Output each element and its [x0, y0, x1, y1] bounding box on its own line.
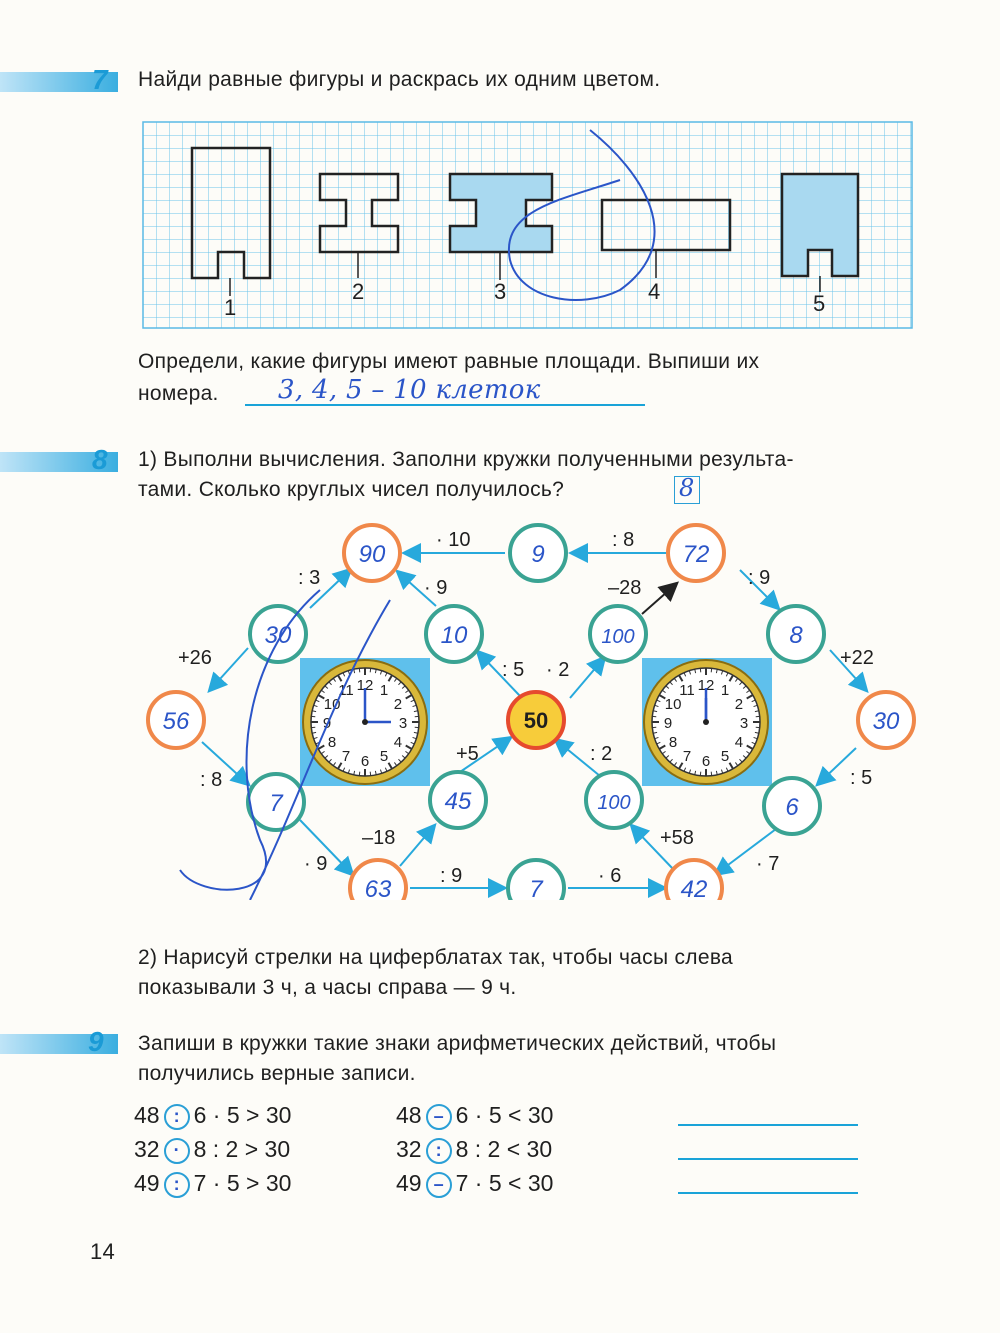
clock-left-numeral: 11 — [338, 682, 354, 700]
clock-left-numeral: 12 — [356, 677, 374, 694]
op-plus26: +26 — [178, 647, 212, 669]
clock-right-numeral: 1 — [720, 682, 730, 700]
op-mul9a: · 9 — [424, 577, 448, 599]
op-div9a: : 9 — [748, 567, 771, 589]
node-9a: 9 — [531, 541, 545, 568]
count-answer: 8 — [679, 474, 695, 502]
task9-number: 9 — [88, 1026, 104, 1057]
node-10: 10 — [440, 622, 468, 649]
answer-line-9a[interactable] — [678, 1124, 858, 1126]
clock-right-numeral: 7 — [682, 747, 692, 765]
sign-circle[interactable]: : — [164, 1172, 190, 1198]
clock-right — [644, 660, 768, 784]
clock-left-numeral: 8 — [327, 734, 337, 751]
clock-right-numeral: 6 — [701, 753, 711, 770]
op-plus58: +58 — [660, 827, 694, 849]
calc-diagram — [0, 500, 1000, 900]
figure-label-2: 2 — [352, 279, 365, 304]
op-sub18: –18 — [362, 827, 396, 849]
task9-line1: Запиши в кружки такие знаки арифметических действий, чтобы — [138, 1032, 777, 1055]
task8-number: 8 — [92, 444, 108, 475]
op-div9b: : 9 — [440, 865, 463, 887]
op-mul9b: · 9 — [304, 853, 328, 875]
op-plus22: +22 — [840, 647, 874, 669]
clock-right-numeral: 4 — [734, 734, 744, 751]
eq-row-3-right: 49 – 7 · 5 < 30 — [396, 1170, 554, 1196]
clock-left-numeral: 4 — [393, 734, 403, 751]
op-mul6: · 6 — [598, 865, 622, 887]
clock-left-numeral: 3 — [398, 715, 408, 732]
clock-right-numeral: 10 — [664, 696, 682, 713]
node-90: 90 — [358, 541, 386, 568]
op-div5a: : 5 — [502, 659, 525, 681]
op-div8a: : 8 — [612, 529, 635, 551]
task8-part2-line1: 2) Нарисуй стрелки на циферблатах так, чтобы часы слева — [138, 946, 734, 969]
center-value: 50 — [523, 708, 549, 733]
page-number: 14 — [90, 1239, 116, 1264]
op-plus5: +5 — [456, 743, 479, 765]
node-6: 6 — [785, 794, 799, 821]
clock-left-numeral: 6 — [360, 753, 370, 770]
node-8: 8 — [789, 622, 803, 649]
node-7b: 7 — [529, 876, 543, 900]
figure-label-5: 5 — [813, 291, 826, 316]
sign-circle[interactable]: – — [426, 1104, 452, 1130]
op-div3: : 3 — [298, 567, 321, 589]
task7-question-line2: номера. — [138, 382, 219, 405]
op-mul7: · 7 — [756, 853, 780, 875]
answer-line-9c[interactable] — [678, 1192, 858, 1194]
sign-circle[interactable]: – — [426, 1172, 452, 1198]
clock-left-numeral: 2 — [393, 696, 403, 713]
clock-right-numeral: 3 — [739, 715, 749, 732]
sign-circle[interactable]: : — [164, 1104, 190, 1130]
node-30b: 30 — [872, 708, 900, 735]
clock-left-numeral: 5 — [379, 747, 389, 765]
op-div2: : 2 — [590, 743, 613, 765]
clock-left — [303, 660, 427, 784]
node-100a: 100 — [601, 626, 635, 648]
task7-title: Найди равные фигуры и раскрась их одним цветом. — [138, 68, 661, 91]
eq-row-2-left: 32 · 8 : 2 > 30 — [134, 1136, 291, 1162]
node-45: 45 — [444, 788, 472, 815]
node-30a: 30 — [264, 622, 292, 649]
eq-row-3-left: 49 : 7 · 5 > 30 — [134, 1170, 292, 1196]
clock-left-numeral: 9 — [322, 715, 332, 732]
figure-label-3: 3 — [494, 279, 507, 304]
node-7a: 7 — [269, 790, 283, 817]
eq-row-1-left: 48 : 6 · 5 > 30 — [134, 1102, 292, 1128]
clock-left-numeral: 1 — [379, 682, 389, 700]
op-mul2: · 2 — [546, 659, 570, 681]
eq-row-1-right: 48 – 6 · 5 < 30 — [396, 1102, 554, 1128]
clock-right-numeral: 12 — [697, 677, 715, 694]
clock-right-numeral: 9 — [663, 715, 673, 732]
op-mul10: · 10 — [436, 529, 471, 551]
task7-number: 7 — [92, 64, 108, 95]
op-div8b: : 8 — [200, 769, 223, 791]
clock-left-numeral: 7 — [341, 747, 351, 765]
node-56: 56 — [162, 708, 190, 735]
figure-label-1: 1 — [224, 295, 237, 320]
sign-circle[interactable]: : — [426, 1138, 452, 1164]
node-72: 72 — [682, 541, 710, 568]
clock-right-numeral: 2 — [734, 696, 744, 713]
task8-part1-line2: тами. Сколько круглых чисел получилось? — [138, 478, 565, 501]
node-100b: 100 — [597, 792, 631, 814]
task7-question-line1: Определи, какие фигуры имеют равные площади. Выпиши их — [138, 350, 760, 373]
clock-right-numeral: 11 — [679, 682, 695, 700]
task8-part2-line2: показывали 3 ч, а часы справа — 9 ч. — [138, 976, 517, 999]
op-sub28: –28 — [608, 577, 642, 599]
answer-line-9b[interactable] — [678, 1158, 858, 1160]
sign-circle[interactable]: · — [164, 1138, 190, 1164]
op-div5b: : 5 — [850, 767, 873, 789]
clock-left-numeral: 10 — [323, 696, 341, 713]
eq-row-2-right: 32 : 8 : 2 < 30 — [396, 1136, 553, 1162]
clock-right-numeral: 5 — [720, 747, 730, 765]
task9-line2: получились верные записи. — [138, 1062, 416, 1085]
node-63: 63 — [364, 876, 392, 900]
task8-part1-line1: 1) Выполни вычисления. Заполни кружки полученными результа- — [138, 448, 794, 471]
task7-answer: 3, 4, 5 – 10 клеток — [278, 375, 541, 405]
clock-right-numeral: 8 — [668, 734, 678, 751]
figure-label-4: 4 — [648, 279, 661, 304]
node-42: 42 — [680, 876, 708, 900]
